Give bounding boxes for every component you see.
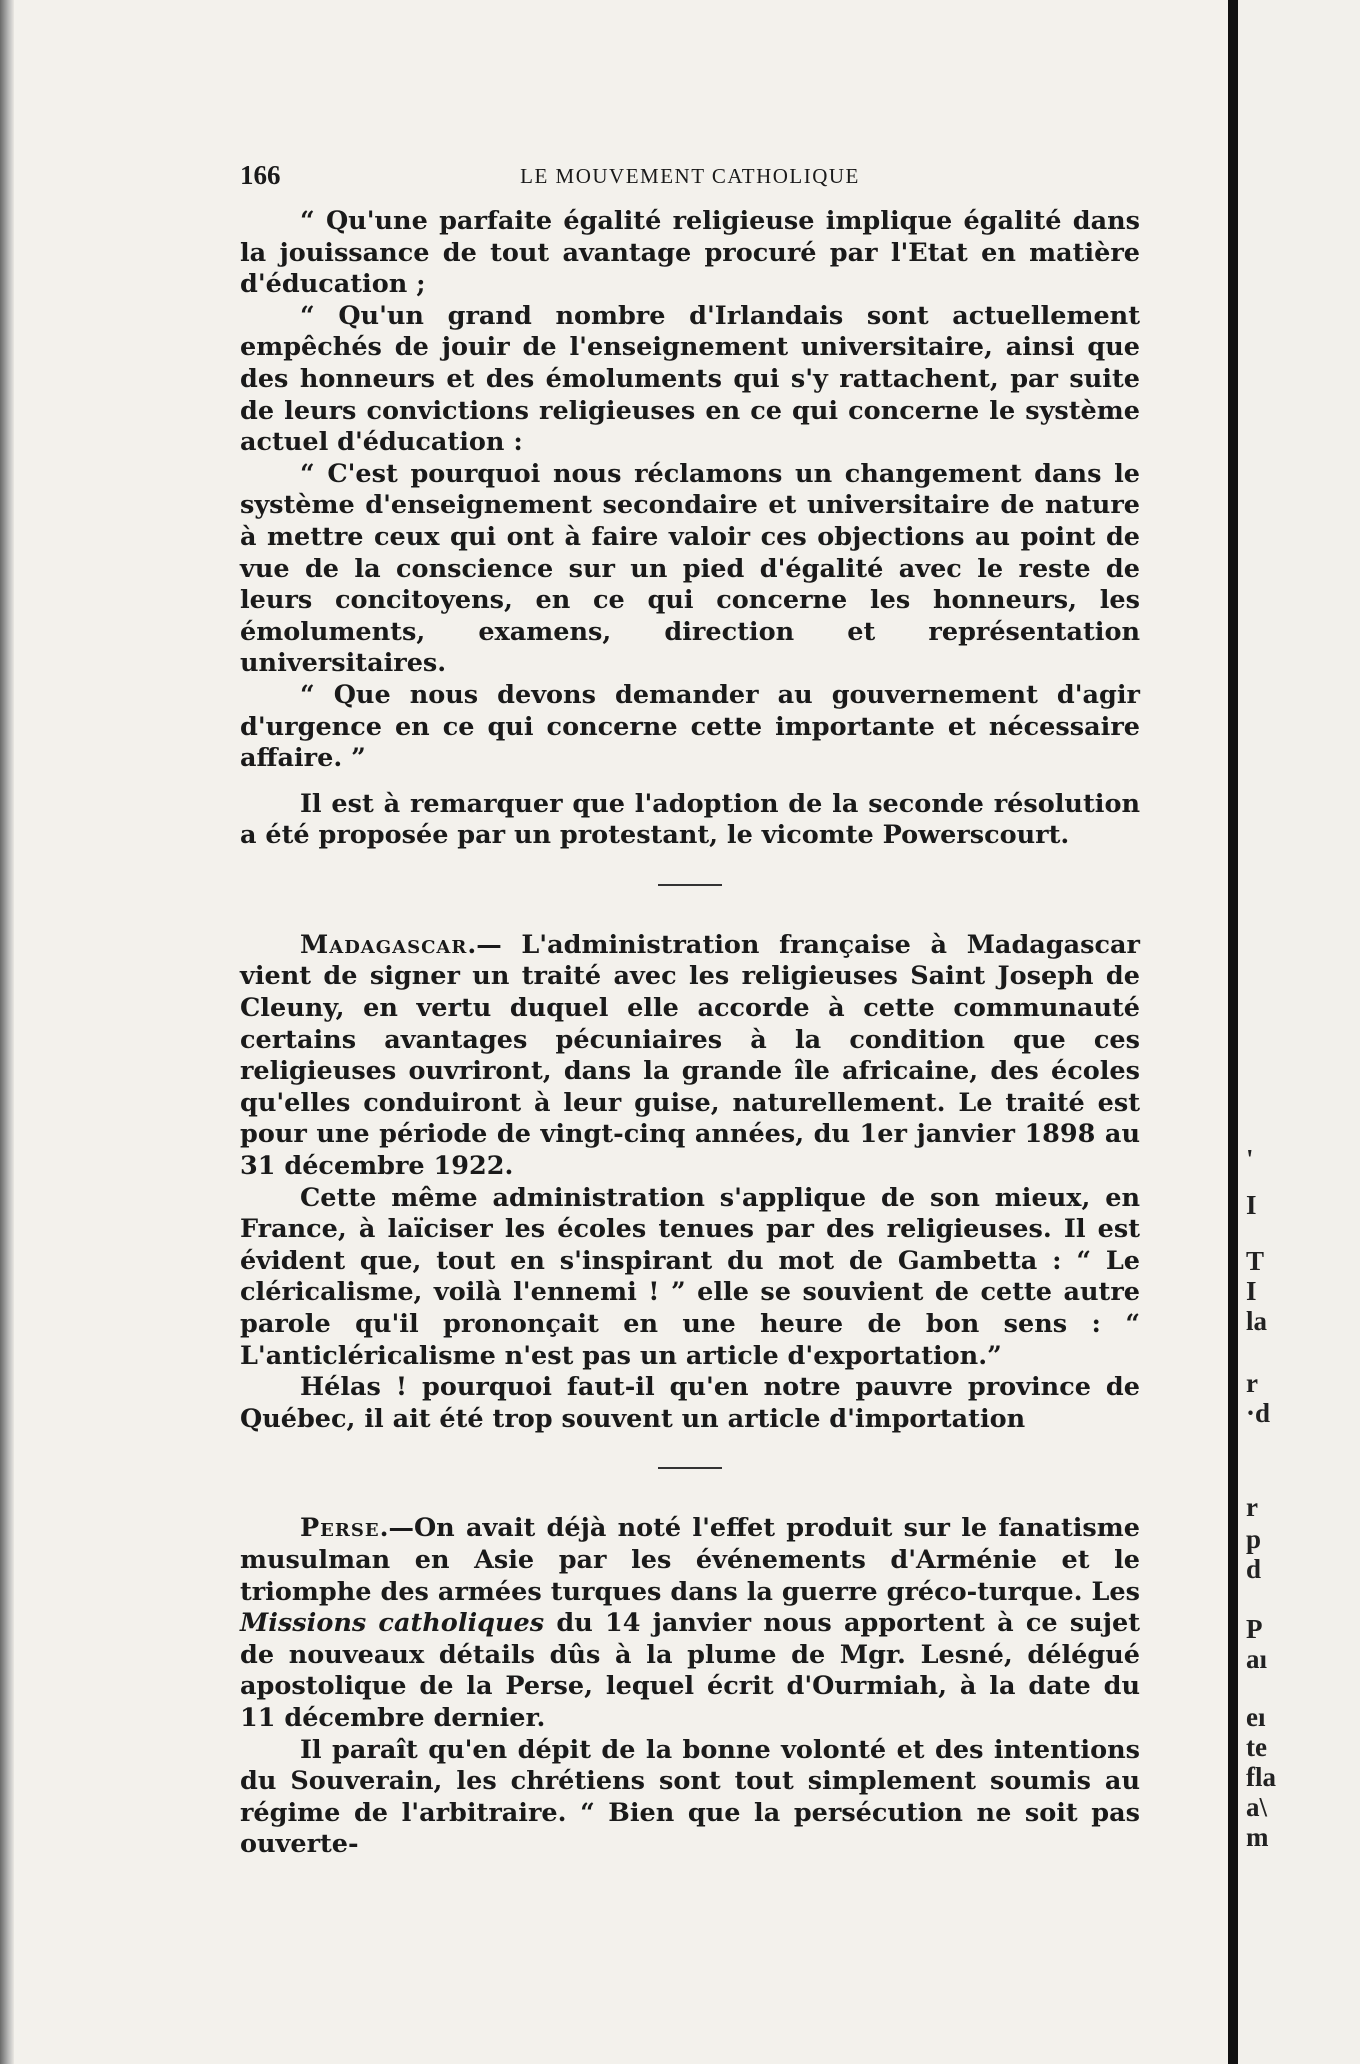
madagascar-lead [240,930,1140,1183]
next-page-fragment: I [1246,1276,1257,1306]
next-page-fragment: eı [1246,1702,1266,1732]
next-page-fragment: fla [1246,1762,1276,1792]
next-page-fragment: la [1246,1306,1268,1336]
next-page-fragment: T [1246,1246,1265,1276]
next-page-fragment: P [1246,1614,1263,1644]
next-page-fragment: I [1246,1190,1257,1220]
next-page-fragment: te [1246,1732,1267,1762]
book-gutter [1228,0,1238,2064]
perse-lead-text-end: du 14 janvier nous apportent à ce sujet de nouveaux détails dûs à la plume de Mgr. Lesné, délégué apostolique de la Perse, lequel écrit d'Ourmiah, à la date du 11 décembre dernier. [240,1608,1140,1733]
perse-lead-text: .—On avait déjà noté l'effet produit sur le fanatisme musulman en Asie par les événements d'Arménie et le triomphe des armées turques dans la guerre gréco-turque. Les [240,1513,1140,1607]
quote-paragraph: “ Que nous devons demander au gouvernement d'agir d'urgence en ce qui concerne cette importante et nécessaire affaire. ” [240,679,1140,774]
next-page-fragment: aı [1246,1644,1268,1674]
remark-paragraph: Il est à remarquer que l'adoption de la seconde résolution a été proposée par un protestant, le vicomte Powerscourt. [240,788,1140,851]
section-heading-perse: Perse [300,1513,380,1544]
section-divider [658,1467,722,1469]
book-page [240,160,1140,1861]
next-page-fragment: p [1246,1524,1262,1554]
next-page-fragment: r [1246,1492,1258,1522]
next-page-fragment: m [1246,1822,1269,1852]
page-number: 166 [240,160,281,190]
perse-lead [240,1513,1140,1734]
section-divider [658,884,722,886]
madagascar-lead-text: .— L'administration française à Madagascar vient de signer un traité avec les religieuses Saint Joseph de Cleuny, en vertu duquel elle accorde à cette communauté certains avantages pécuniaires à la condition que ces religieuses ouvriront, dans la grande île africaine, des écoles qu'elles conduiront à leur guise, naturellement. Le traité est pour une période de vingt-cinq années, du 1er janvier 1898 au 31 décembre 1922. [240,929,1140,1182]
next-page-fragment: a\ [1246,1792,1268,1822]
quote-paragraph: “ C'est pourquoi nous réclamons un changement dans le système d'enseignement secondaire et universitaire de nature à mettre ceux qui ont à faire valoir ces objections au point de vue de la conscience sur un pied d'égalité avec le reste de leurs concitoyens, en ce qui concerne les honneurs, les émoluments, examens, direction et représentation universitaires. [240,458,1140,679]
page-header [240,160,1140,206]
running-title: LE MOUVEMENT CATHOLIQUE [520,164,860,188]
next-page-fragment: ·d [1246,1398,1271,1428]
next-page-fragment: r [1246,1368,1258,1398]
perse-paragraph: Il paraît qu'en dépit de la bonne volonté et des intentions du Souverain, les chrétiens sont tout simplement soumis au régime de l'arbitraire. “ Bien que la persécution ne soit pas ouverte- [240,1734,1140,1860]
body-text [240,206,1140,1861]
scan-edge [0,0,14,2064]
madagascar-paragraph: Hélas ! pourquoi faut-il qu'en notre pauvre province de Québec, il ait été trop souvent un article d'importation [240,1372,1140,1434]
next-page-fragment: ' [1246,1144,1254,1174]
quote-paragraph: “ Qu'un grand nombre d'Irlandais sont actuellement empêchés de jouir de l'enseignement universitaire, ainsi que des honneurs et des émoluments qui s'y rattachent, par suite de leurs convictions religieuses en ce qui concerne le système actuel d'éducation : [240,300,1140,458]
section-heading-madagascar: Madagascar [300,929,468,960]
next-page-fragment: d [1246,1554,1262,1584]
quote-paragraph: “ Qu'une parfaite égalité religieuse implique égalité dans la jouissance de tout avantage procuré par l'Etat en matière d'éducation ; [240,206,1140,300]
madagascar-paragraph: Cette même administration s'applique de son mieux, en France, à laïciser les écoles tenues par des religieuses. Il est évident que, tout en s'inspirant du mot de Gambetta : “ Le cléricalisme, voilà l'ennemi ! ” elle se souvient de cette autre parole qu'il prononçait en une heure de bon sens : “ L'anticléricalisme n'est pas un article d'exportation.” [240,1182,1140,1371]
next-page-edge [1238,0,1360,2064]
perse-journal-title: Missions catholiques [240,1608,545,1639]
